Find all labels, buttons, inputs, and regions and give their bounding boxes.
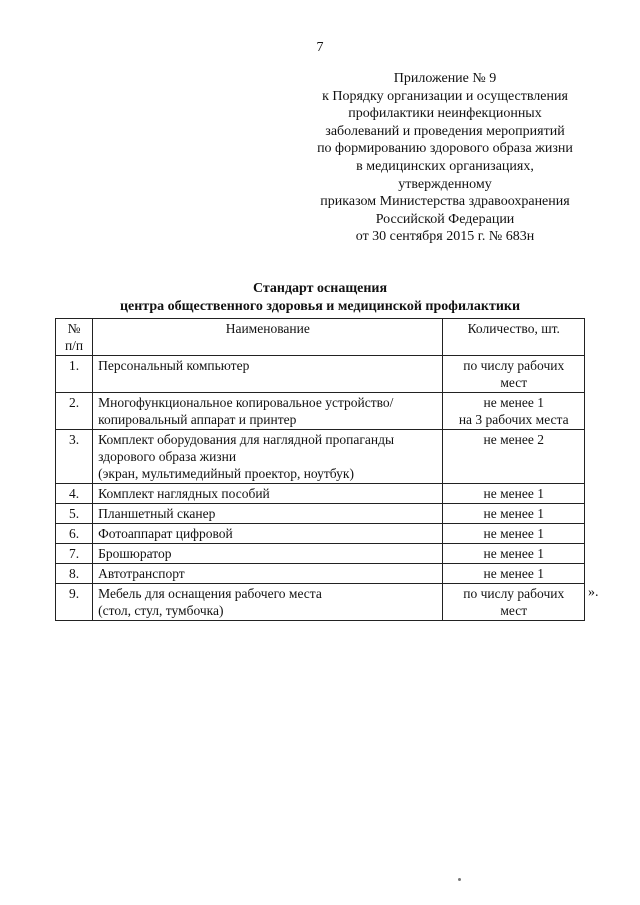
row-quantity-line: не менее 2	[483, 432, 544, 447]
row-number: 2.	[56, 393, 93, 430]
title-line-2: центра общественного здоровья и медицинской профилактики	[119, 299, 521, 314]
table-row	[56, 484, 585, 504]
row-quantity	[443, 430, 585, 484]
row-quantity	[443, 356, 585, 393]
table-row	[56, 393, 585, 430]
appendix-line: в медицинских организациях,	[356, 158, 534, 174]
appendix-line: заболеваний и проведения мероприятий	[325, 123, 565, 139]
row-quantity-line: не менее 1	[483, 526, 544, 541]
row-quantity-line: не менее 1	[483, 395, 544, 410]
row-quantity	[443, 544, 585, 564]
appendix-line: к Порядку организации и осуществления	[322, 88, 568, 104]
row-name-line: Автотранспорт	[98, 566, 185, 581]
row-name-line: Брошюратор	[98, 546, 172, 561]
equipment-table	[55, 318, 585, 621]
header-number	[56, 319, 93, 356]
header-number-line-2: п/п	[64, 338, 84, 353]
row-quantity-line: по числу рабочих	[463, 586, 565, 601]
row-quantity-line: мест	[500, 375, 528, 390]
row-name	[93, 356, 443, 393]
row-quantity	[443, 564, 585, 584]
row-name-line: Комплект оборудования для наглядной пропаганды	[98, 432, 395, 447]
row-number: 8.	[56, 564, 93, 584]
row-number: 9.	[56, 584, 93, 621]
row-name	[93, 524, 443, 544]
appendix-line: от 30 сентября 2015 г. № 683н	[355, 229, 535, 245]
table-header-row	[56, 319, 585, 356]
row-number: 3.	[56, 430, 93, 484]
appendix-line: утвержденному	[398, 176, 492, 192]
row-name-line: (стол, стул, тумбочка)	[98, 603, 224, 618]
table-row	[56, 564, 585, 584]
document-title	[0, 280, 640, 316]
row-quantity-line: мест	[500, 603, 528, 618]
table-row	[56, 356, 585, 393]
row-name-line: Планшетный сканер	[98, 506, 216, 521]
page-number: 7	[316, 40, 324, 55]
scan-speck	[458, 878, 461, 881]
row-quantity-line: не менее 1	[483, 546, 544, 561]
header-quantity: Количество, шт.	[443, 319, 585, 356]
row-quantity	[443, 504, 585, 524]
table-row	[56, 584, 585, 621]
row-name	[93, 584, 443, 621]
row-name-line: здорового образа жизни	[98, 449, 237, 464]
table-body	[56, 356, 585, 621]
row-number: 1.	[56, 356, 93, 393]
row-number: 7.	[56, 544, 93, 564]
row-quantity-line: по числу рабочих	[463, 358, 565, 373]
row-quantity	[443, 484, 585, 504]
row-quantity-line: не менее 1	[483, 506, 544, 521]
title-line-1: Стандарт оснащения	[252, 281, 388, 296]
row-number: 6.	[56, 524, 93, 544]
row-name	[93, 544, 443, 564]
row-quantity-line: не менее 1	[483, 486, 544, 501]
row-name-line: (экран, мультимедийный проектор, ноутбук)	[98, 466, 354, 481]
header-number-line-1: №	[67, 321, 81, 336]
table-row	[56, 430, 585, 484]
appendix-line: профилактики неинфекционных	[348, 106, 542, 122]
row-name	[93, 504, 443, 524]
row-name-line: Персональный компьютер	[98, 358, 250, 373]
appendix-line: по формированию здорового образа жизни	[317, 141, 573, 157]
appendix-header	[300, 70, 590, 246]
row-quantity	[443, 584, 585, 621]
row-number: 5.	[56, 504, 93, 524]
row-name	[93, 393, 443, 430]
appendix-line: Российской Федерации	[375, 211, 515, 227]
row-name-line: Мебель для оснащения рабочего места	[98, 586, 322, 601]
row-name-line: копировальный аппарат и принтер	[98, 412, 297, 427]
row-number: 4.	[56, 484, 93, 504]
row-name	[93, 430, 443, 484]
appendix-line: Приложение № 9	[393, 71, 497, 86]
table-row	[56, 504, 585, 524]
row-quantity	[443, 524, 585, 544]
table-row	[56, 524, 585, 544]
closing-quote: ».	[588, 585, 599, 600]
header-name: Наименование	[93, 319, 443, 356]
row-quantity-line: не менее 1	[483, 566, 544, 581]
row-quantity-line: на 3 рабочих места	[458, 412, 569, 427]
row-name-line: Комплект наглядных пособий	[98, 486, 270, 501]
row-name	[93, 484, 443, 504]
row-name-line: Многофункциональное копировальное устройство/	[98, 395, 394, 410]
row-name	[93, 564, 443, 584]
appendix-line: приказом Министерства здравоохранения	[320, 194, 570, 210]
row-quantity	[443, 393, 585, 430]
row-name-line: Фотоаппарат цифровой	[98, 526, 233, 541]
table-row	[56, 544, 585, 564]
